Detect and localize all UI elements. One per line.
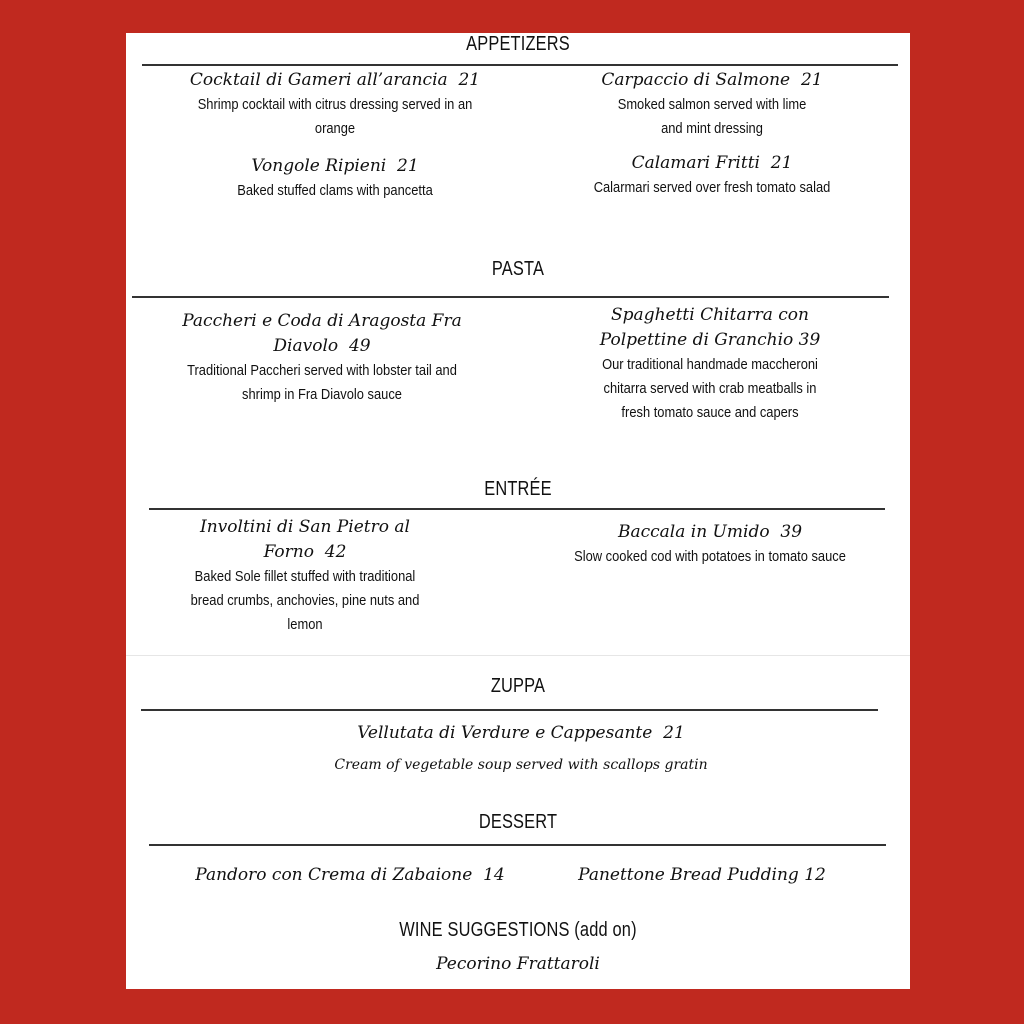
menu-item-baccala-in-umido (540, 520, 880, 569)
dish-name: Pandoro con Crema di Zabaione 14 (195, 865, 505, 885)
pasta-rule (132, 296, 889, 298)
dish-name: Involtini di San Pietro al Forno 42 (200, 517, 410, 562)
zuppa-rule (141, 709, 878, 711)
appetizers-heading: APPETIZERS (466, 33, 570, 55)
dish-description: Baked Sole fillet stuffed with traditional bread crumbs, anchovies, pine nuts and lemon (190, 568, 420, 633)
dish-description: Cream of vegetable soup served with scallops gratin (334, 757, 708, 773)
menu-item-calamari-fritti (550, 151, 874, 200)
dish-name: Calamari Fritti 21 (631, 153, 793, 173)
menu-item-involtini-san-pietro (160, 515, 450, 637)
entree-rule (149, 508, 885, 510)
dish-description: Traditional Paccheri served with lobster tail and shrimp in Fra Diavolo sauce (187, 362, 457, 403)
dish-name: Baccala in Umido 39 (617, 522, 803, 542)
wine-heading: WINE SUGGESTIONS (add on) (399, 919, 637, 941)
dish-name: Panettone Bread Pudding 12 (578, 865, 826, 885)
dish-description: Smoked salmon served with lime and mint dressing (617, 96, 807, 137)
dish-description: Baked stuffed clams with pancetta (237, 182, 433, 199)
dish-description: Slow cooked cod with potatoes in tomato sauce (574, 548, 846, 565)
page-fold-line (126, 655, 910, 656)
menu-page (126, 33, 910, 989)
wine-name: Pecorino Frattaroli (436, 954, 600, 974)
dish-name: Carpaccio di Salmone 21 (601, 70, 823, 90)
entree-heading: ENTRÉE (484, 478, 552, 500)
menu-item-pecorino-frattaroli (318, 952, 718, 977)
dish-name: Cocktail di Gameri all’arancia 21 (189, 70, 481, 90)
dish-name: Vellutata di Verdure e Cappesante 21 (357, 723, 685, 743)
menu-item-panettone (562, 863, 842, 888)
menu-item-paccheri-aragosta (170, 309, 474, 407)
pasta-heading: PASTA (491, 258, 545, 280)
menu-item-cocktail-di-gameri (150, 68, 520, 141)
dish-description: Shrimp cocktail with citrus dressing served in an orange (197, 96, 473, 137)
dish-name: Vongole Ripieni 21 (251, 156, 419, 176)
dish-description: Calarmari served over fresh tomato salad (593, 179, 831, 196)
dessert-rule (149, 844, 886, 846)
menu-item-vellutata (266, 721, 776, 776)
menu-item-spaghetti-chitarra (574, 303, 846, 425)
dessert-heading: DESSERT (478, 811, 558, 833)
menu-item-vongole-ripieni (150, 154, 520, 203)
dish-name: Paccheri e Coda di Aragosta Fra Diavolo 49 (182, 311, 462, 356)
menu-item-carpaccio-di-salmone (550, 68, 874, 141)
zuppa-heading: ZUPPA (490, 675, 546, 697)
dish-name: Spaghetti Chitarra con Polpettine di Granchio 39 (599, 305, 821, 350)
dish-description: Our traditional handmade maccheroni chitarra served with crab meatballs in fresh tomato sauce and capers (602, 356, 818, 421)
menu-item-pandoro (180, 863, 520, 888)
appetizers-rule (142, 64, 898, 66)
